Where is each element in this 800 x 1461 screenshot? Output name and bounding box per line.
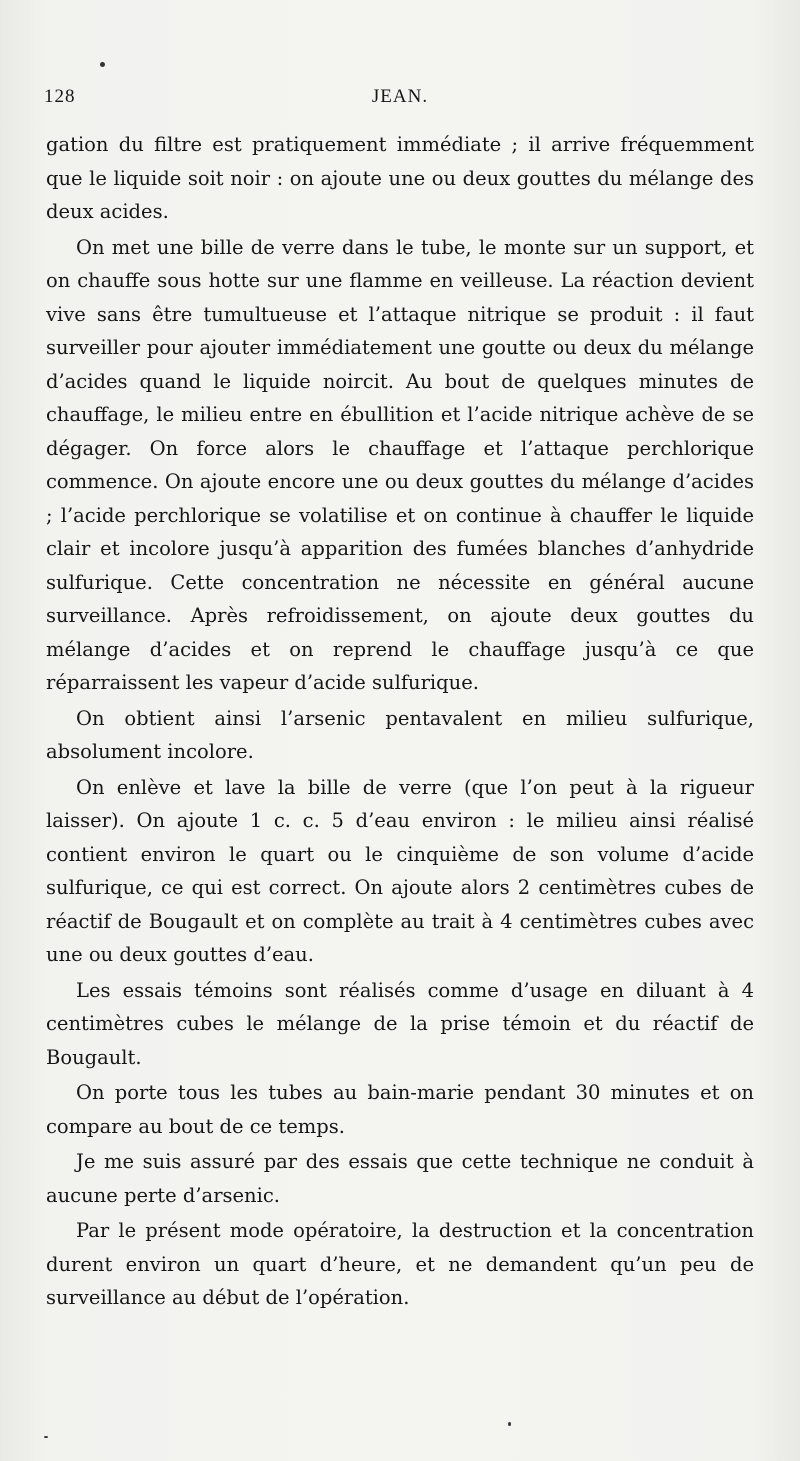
scan-speck (508, 1422, 511, 1426)
scan-speck (44, 1436, 48, 1438)
paragraph-3: On obtient ainsi l’arsenic pentavalent en milieu sulfurique, absolument incolore. (46, 706, 754, 763)
page-number: 128 (44, 86, 76, 107)
paragraph-2: On met une bille de verre dans le tube, le monte sur un support, et on chauffe sous hotte sur une flamme en veilleuse. La réaction devient vive sans être tumultueuse et l’attaque nitrique se produit : il faut surveiller pour ajouter immédiatement une goutte ou deux du mélange d’acides quand le liquide noircit. Au bout de quelques minutes de chauffage, le milieu entre en ébullition et l’acide nitrique achève de se dégager. On force alors le chauffage et l’attaque perchlorique commence. On ajoute encore une ou deux gouttes du mélange d’acides ; l’acide perchlorique se volatilise et on continue à chauffer le liquide clair et incolore jusqu’à apparition des fumées blanches d’anhydride sulfurique. Cette concentration ne nécessite en général aucune surveillance. Après refroidissement, on ajoute deux gouttes du mélange d’acides et on reprend le chauffage jusqu’à ce que réparraissent les vapeur d’acide sulfurique. (46, 235, 754, 694)
paragraph-5: Les essais témoins sont réalisés comme d’usage en diluant à 4 centimètres cubes le mélange de la prise témoin et du réactif de Bougault. (46, 978, 754, 1069)
paragraph-8: Par le présent mode opératoire, la destruction et la concentration durent environ un quart d’heure, et ne demandent qu’un peu de surveillance au début de l’opération. (46, 1219, 754, 1309)
running-head (44, 86, 756, 110)
paragraph-6: On porte tous les tubes au bain-marie pendant 30 minutes et on compare au bout de ce temps. (46, 1081, 754, 1138)
paragraph-1: gation du filtre est pratiquement immédiate ; il arrive fréquemment que le liquide soit noir : on ajoute une ou deux gouttes du mélange des deux acides. (46, 133, 754, 223)
paragraph-7: Je me suis assuré par des essais que cette technique ne conduit à aucune perte d’arsenic. (46, 1150, 754, 1207)
body-text (46, 128, 754, 1315)
paragraph-4: On enlève et lave la bille de verre (que l’on peut à la rigueur laisser). On ajoute 1 c. c. 5 d’eau environ : le milieu ainsi réalisé contient environ le quart ou le cinquième de son volume d’acide sulfurique, ce qui est correct. On ajoute alors 2 centimètres cubes de réactif de Bougault et on complète au trait à 4 centimètres cubes avec une ou deux gouttes d’eau. (46, 775, 754, 966)
scan-speck (100, 62, 105, 67)
running-head-title: JEAN. (371, 86, 429, 107)
